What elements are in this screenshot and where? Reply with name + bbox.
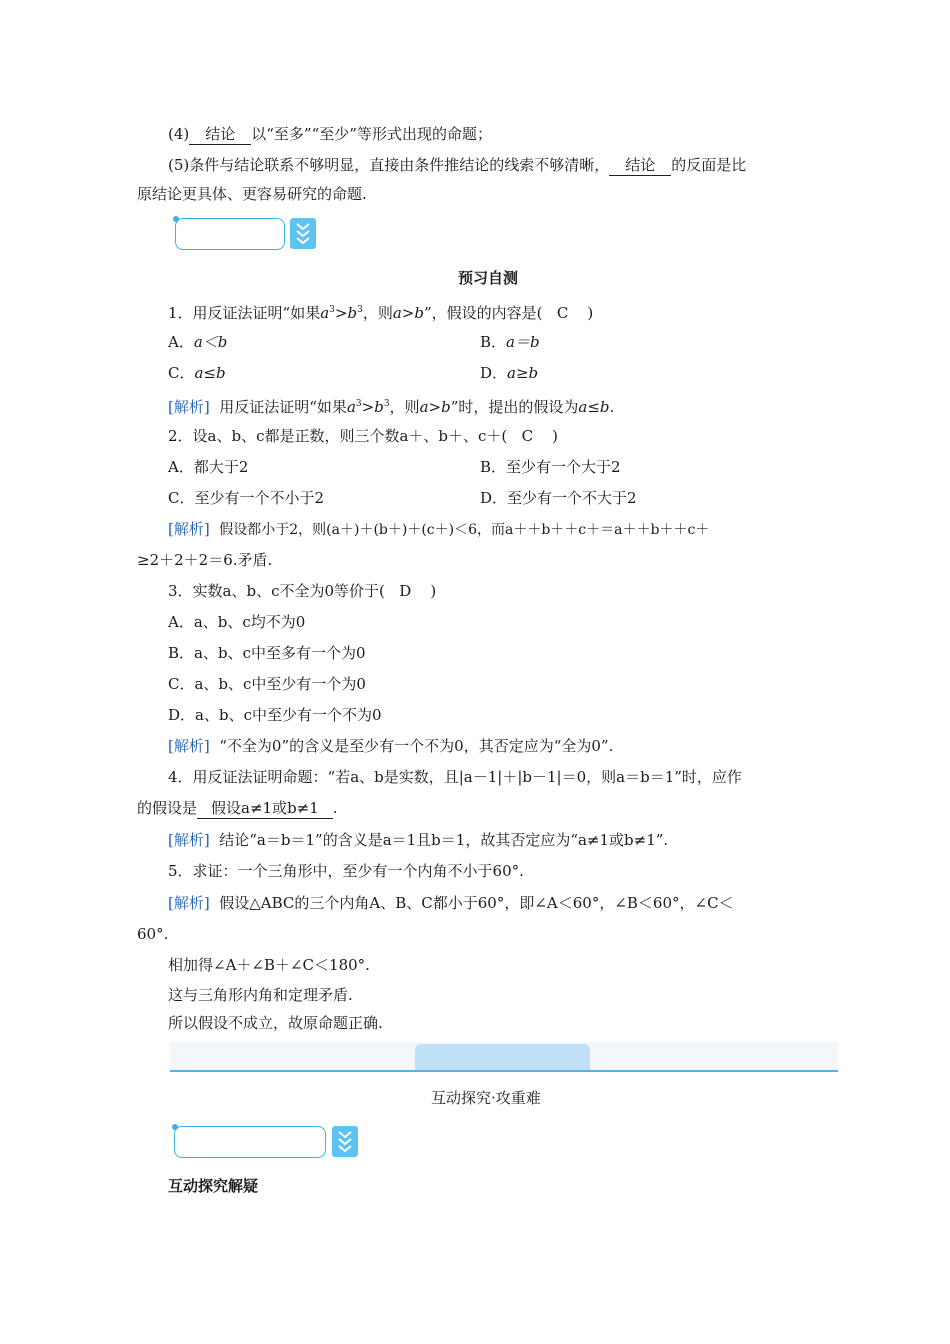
q3-option-c: C．a、b、c中至少有一个为0: [168, 675, 366, 693]
q1-option-c: C．a≤b: [168, 364, 226, 382]
item-4: (4) 结论 以“至多”“至少”等形式出现的命题；: [168, 125, 492, 143]
blank-conclusion-2: 结论: [609, 155, 671, 176]
q4-explanation: [解析] 结论“a＝b＝1”的含义是a＝1且b＝1，故其否定应为“a≠1或b≠1”.: [168, 831, 669, 849]
q3-option-b: B．a、b、c中至多有一个为0: [168, 644, 366, 662]
q2-option-d: D．至少有一个不大于2: [480, 489, 637, 507]
section-band-tab: [415, 1044, 590, 1071]
q5-explanation-5: 所以假设不成立，故原命题正确.: [168, 1014, 383, 1032]
section-title-explore: 互动探究·攻重难: [431, 1089, 541, 1107]
analysis-tag: [解析]: [168, 831, 210, 849]
q2-explanation-2: ≥2＋2＋2＝6.矛盾.: [137, 551, 273, 569]
q5-stem: 5．求证：一个三角形中，至少有一个内角不小于60°.: [168, 862, 524, 880]
q4-stem-2: 的假设是 假设a≠1或b≠1 .: [137, 799, 338, 817]
q5-explanation-3: 相加得∠A＋∠B＋∠C＜180°.: [168, 956, 370, 974]
tab-dot-2: [172, 1124, 178, 1130]
q2-stem: 2．设a、b、c都是正数，则三个数a＋、b＋、c＋( C ): [168, 427, 559, 445]
blank-assumption: 假设a≠1或b≠1: [197, 798, 333, 819]
item-5-line1: (5)条件与结论联系不够明显，直接由条件推结论的线索不够清晰， 结论 的反面是比: [168, 156, 747, 174]
q1-stem: 1．用反证法证明“如果$a^3>b^3$，则a>b”，假设的内容是( C ): [168, 304, 594, 322]
subsection-title: 互动探究解疑: [168, 1177, 259, 1195]
chevron-down-icon: [290, 218, 316, 249]
tab-dot: [173, 216, 179, 222]
analysis-tag: [解析]: [168, 520, 210, 538]
q2-answer: C: [521, 427, 534, 445]
q5-explanation: [解析] 假设△ABC的三个内角A、B、C都小于60°，即∠A＜60°，∠B＜60°，∠C＜: [168, 894, 734, 912]
q2-explanation: [解析] 假设都小于2，则(a＋)＋(b＋)＋(c＋)＜6，而a＋＋b＋＋c＋＝a＋＋b＋＋c＋: [168, 520, 710, 538]
q5-explanation-4: 这与三角形内角和定理矛盾.: [168, 986, 353, 1004]
q4-stem: 4．用反证法证明命题：“若a、b是实数，且|a－1|＋|b－1|＝0，则a＝b＝1”时，应作: [168, 768, 742, 786]
q1-option-d: D．a≥b: [480, 364, 539, 382]
item-5-line2: 原结论更具体、更容易研究的命题.: [137, 185, 367, 203]
q2-option-c: C．至少有一个不小于2: [168, 489, 325, 507]
q3-option-a: A．a、b、c均不为0: [168, 613, 306, 631]
section-title-preview: 预习自测: [458, 269, 519, 287]
section-tab-box-2: [174, 1126, 326, 1158]
q3-answer: D: [399, 582, 412, 600]
section-tab-box: [175, 218, 285, 250]
q1-option-b: B．a＝b: [480, 333, 540, 351]
q5-explanation-2: 60°.: [137, 925, 169, 943]
analysis-tag: [解析]: [168, 737, 210, 755]
analysis-tag: [解析]: [168, 894, 210, 912]
q1-answer: C: [556, 304, 569, 322]
q2-option-a: A．都大于2: [168, 458, 249, 476]
q3-explanation: [解析] “不全为0”的含义是至少有一个不为0，其否定应为“全为0”.: [168, 737, 614, 755]
q3-stem: 3．实数a、b、c不全为0等价于( D ): [168, 582, 437, 600]
q1-option-a: A．a＜b: [168, 333, 228, 351]
q3-option-d: D．a、b、c中至少有一个不为0: [168, 706, 382, 724]
q1-explanation: [解析] 用反证法证明“如果$a^3>b^3$，则a>b”时，提出的假设为a≤b.: [168, 398, 615, 416]
chevron-down-icon: [332, 1126, 358, 1157]
section-divider: [170, 1070, 838, 1072]
q2-option-b: B．至少有一个大于2: [480, 458, 621, 476]
analysis-tag: [解析]: [168, 398, 210, 416]
blank-conclusion: 结论: [189, 124, 251, 145]
